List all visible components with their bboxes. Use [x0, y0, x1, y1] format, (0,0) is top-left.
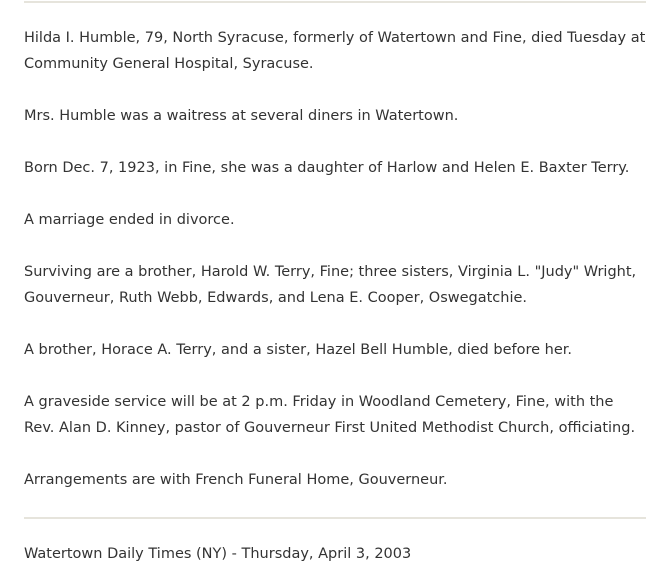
obituary-paragraph-predeceased: A brother, Horace A. Terry, and a sister, Hazel Bell Humble, died before her. [24, 342, 572, 358]
top-divider [24, 1, 646, 3]
obituary-body [24, 25, 646, 519]
source-citation: Watertown Daily Times (NY) - Thursday, April 3, 2003 [24, 546, 412, 562]
obituary-paragraph-death: Hilda I. Humble, 79, North Syracuse, formerly of Watertown and Fine, died Tuesday at Community General Hospital, Syracuse. [24, 30, 646, 72]
obituary-paragraph-birth: Born Dec. 7, 1923, in Fine, she was a daughter of Harlow and Helen E. Baxter Terry. [24, 160, 630, 176]
obituary-paragraph-occupation: Mrs. Humble was a waitress at several diners in Watertown. [24, 108, 459, 124]
obituary-paragraph-arrangements: Arrangements are with French Funeral Home, Gouverneur. [24, 472, 448, 488]
obituary-paragraph-marriage: A marriage ended in divorce. [24, 212, 235, 228]
bottom-divider [24, 517, 646, 519]
obituary-paragraph-service: A graveside service will be at 2 p.m. Friday in Woodland Cemetery, Fine, with the Rev. Alan D. Kinney, pastor of Gouverneur First United Methodist Church, officiating. [24, 394, 636, 436]
obituary-paragraph-survivors: Surviving are a brother, Harold W. Terry, Fine; three sisters, Virginia L. "Judy" Wright, Gouverneur, Ruth Webb, Edwards, and Lena E. Cooper, Oswegatchie. [24, 264, 637, 306]
